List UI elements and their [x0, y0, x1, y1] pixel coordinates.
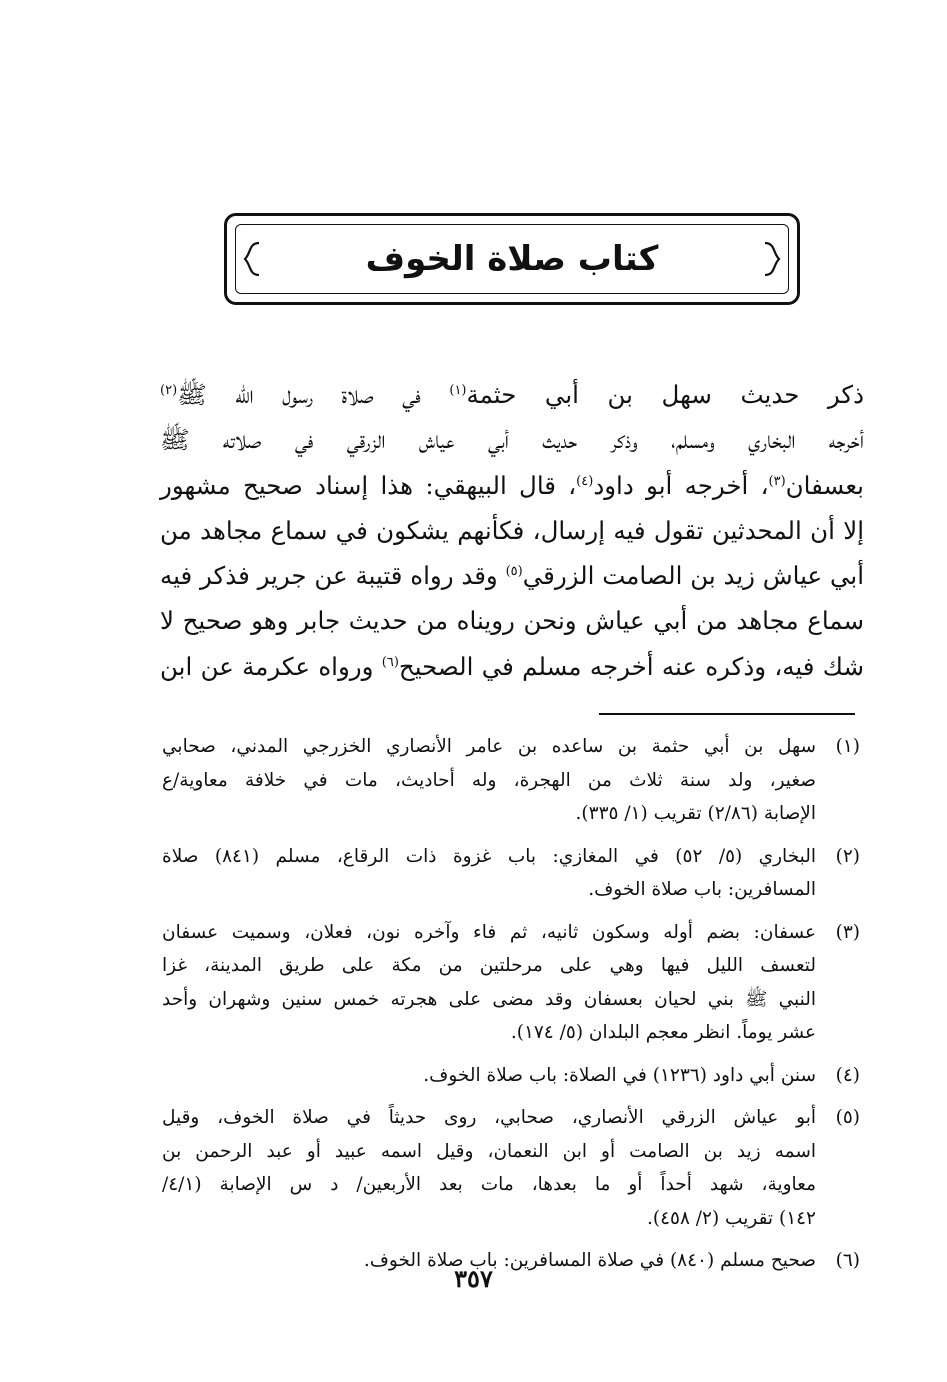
body-text-segment: سماع مجاهد من أبي عياش ونحن رويناه من حديث جابر وهو صحيح لا [160, 606, 864, 636]
body-text-segment: ورواه عكرمة عن ابن [160, 651, 382, 681]
footnote-line: سنن أبي داود (١٢٣٦) في الصلاة: باب صلاة الخوف. [423, 1064, 816, 1086]
footnote-line: عسفان: بضم أوله وسكون ثانيه، ثم فاء وآخره نون، فعلان، وسميت عسفان [162, 921, 816, 943]
footnote-reference: (٦) [381, 654, 399, 670]
footnote-line: صغير، ولد سنة ثلاث من الهجرة، وله أحاديث، مات في خلافة معاوية/ع [162, 769, 816, 791]
body-line [160, 598, 864, 643]
footnote-line: اسمه زيد بن الصامت أو ابن النعمان، وقيل اسمه عبيد أو عبد الرحمن بن [162, 1140, 816, 1162]
body-text-segment: ذكر حديث سهل بن أبي حثمة [466, 380, 864, 409]
footnote-separator [599, 713, 855, 715]
footnote-line: النبي ﷺ بني لحيان بعسفان وقد مضى على هجرته خمس سنين وشهران وأحد [162, 988, 816, 1010]
footnote-item [162, 730, 860, 831]
footnote-item [162, 1101, 860, 1235]
body-text-segment: أخرجه البخاري ومسلم، وذكر حديث أبي عياش الزرقي في صلاته ﷺ [160, 425, 864, 455]
footnote-line: عشر يوماً. انظر معجم البلدان (٥/ ١٧٤). [510, 1022, 816, 1043]
footnote-number: (٢) [835, 845, 860, 867]
footnotes-section [162, 730, 860, 1287]
footnote-number: (٦) [835, 1250, 860, 1271]
body-text-segment: شك فيه، وذكره عنه أخرجه مسلم في الصحيح [398, 651, 864, 681]
body-line [160, 372, 864, 417]
chapter-title: كتاب صلاة الخوف [365, 239, 659, 279]
footnote-number: (٥) [835, 1107, 860, 1128]
footnote-reference: (٢) [160, 382, 178, 398]
footnote-item [162, 840, 860, 907]
body-text-segment: ، قال البيهقي: هذا إسناد صحيح مشهور [160, 470, 577, 500]
footnote-line: البخاري (٥/ ٥٢) في المغازي: باب غزوة ذات الرقاع، مسلم (٨٤١) صلاة [162, 845, 816, 867]
main-body-text [160, 372, 864, 689]
body-text-segment: إلا أن المحدثين تقول فيه إرسال، فكأنهم يشكون في سماع مجاهد من [160, 515, 864, 545]
body-line [160, 644, 864, 689]
body-text-segment: بعسفان [785, 470, 865, 500]
body-line [160, 417, 864, 462]
footnote-line: لتعسف الليل فيها وهي على مرحلتين من مكة على طريق المدينة، غزا [162, 955, 817, 976]
footnote-reference: (٥) [505, 564, 523, 580]
body-line [160, 508, 864, 553]
page-number: ٣٥٧ [454, 1264, 493, 1293]
footnote-line: معاوية، شهد أحداً أو ما بعدها، مات بعد الأربعين/ د س الإصابة (٤/١/ [162, 1174, 816, 1195]
body-text-segment: ، أخرجه أبو داود [593, 470, 769, 500]
footnote-item [162, 916, 860, 1050]
footnote-line: أبو عياش الزرقي الأنصاري، صحابي، روى حديثاً في صلاة الخوف، وقيل [162, 1107, 816, 1128]
footnote-number: (١) [835, 736, 860, 757]
body-line [160, 553, 864, 598]
footnote-line: صحيح مسلم (٨٤٠) في صلاة المسافرين: باب صلاة الخوف. [363, 1250, 816, 1271]
footnote-line: سهل بن أبي حثمة بن ساعده بن عامر الأنصاري الخزرجي المدني، صحابي [162, 736, 816, 757]
footnote-number: (٤) [835, 1064, 860, 1086]
title-frame [224, 213, 800, 305]
footnote-number: (٣) [835, 921, 860, 943]
footnote-line: الإصابة (٢/٨٦) تقريب (١/ ٣٣٥). [575, 803, 816, 824]
body-text-segment: في صلاة رسول الله ﷺ [177, 380, 450, 409]
body-text-segment: أبي عياش زيد بن الصامت الزرقي [522, 561, 865, 591]
body-text-segment: وقد رواه قتيبة عن جرير فذكر فيه [160, 561, 506, 591]
footnote-item [162, 1059, 860, 1093]
body-line [160, 463, 864, 508]
footnote-line: المسافرين: باب صلاة الخوف. [588, 879, 816, 900]
footnote-reference: (١) [449, 382, 467, 398]
footnote-reference: (٤) [576, 473, 594, 489]
footnote-reference: (٣) [768, 473, 786, 489]
footnote-line: ١٤٢) تقريب (٢/ ٤٥٨). [646, 1207, 816, 1229]
